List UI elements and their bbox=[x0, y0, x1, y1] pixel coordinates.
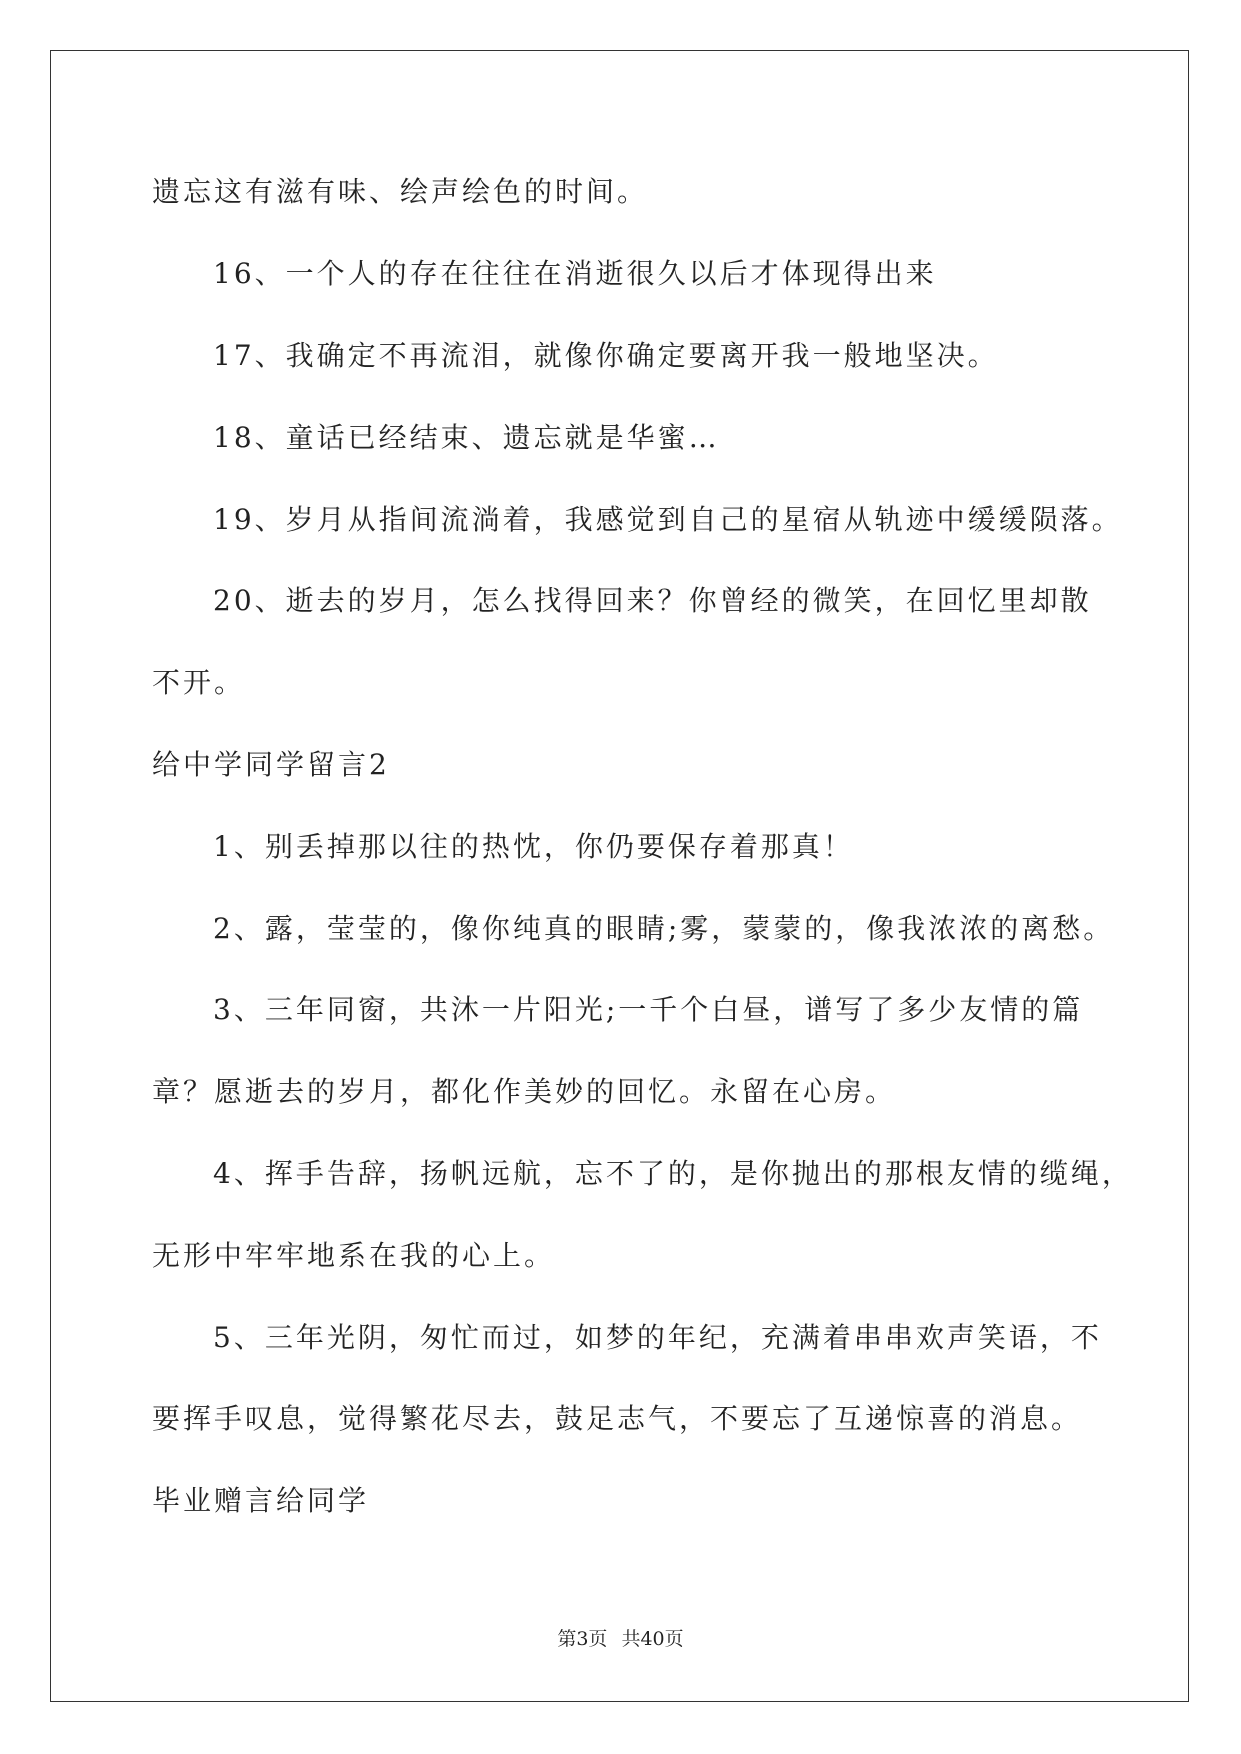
text-line: 3、三年同窗，共沐一片阳光;一千个白昼，谱写了多少友情的篇 bbox=[213, 993, 1084, 1026]
text-line: 章？愿逝去的岁月，都化作美妙的回忆。永留在心房。 bbox=[152, 1075, 897, 1108]
text-line: 18、童话已经结束、遗忘就是华蜜… bbox=[213, 421, 720, 454]
text-line: 遗忘这有滋有味、绘声绘色的时间。 bbox=[152, 175, 649, 208]
current-page-number: 第3页 bbox=[557, 1628, 608, 1650]
page-footer bbox=[0, 1627, 1241, 1651]
total-pages: 共40页 bbox=[621, 1628, 684, 1650]
text-line: 1、别丢掉那以往的热忱，你仍要保存着那真！ bbox=[213, 830, 854, 863]
text-line: 19、岁月从指间流淌着，我感觉到自己的星宿从轨迹中缓缓陨落。 bbox=[213, 503, 1123, 536]
text-line: 4、挥手告辞，扬帆远航，忘不了的，是你抛出的那根友情的缆绳， bbox=[213, 1157, 1133, 1190]
page-border bbox=[50, 50, 1189, 1702]
text-line: 2、露，莹莹的，像你纯真的眼睛;雾，蒙蒙的，像我浓浓的离愁。 bbox=[213, 912, 1115, 945]
text-line: 要挥手叹息，觉得繁花尽去，鼓足志气，不要忘了互递惊喜的消息。 bbox=[152, 1402, 1083, 1435]
section-heading: 毕业赠言给同学 bbox=[152, 1484, 370, 1517]
text-line: 无形中牢牢地系在我的心上。 bbox=[152, 1239, 556, 1272]
text-line: 5、三年光阴，匆忙而过，如梦的年纪，充满着串串欢声笑语，不 bbox=[213, 1321, 1102, 1354]
section-heading: 给中学同学留言2 bbox=[152, 748, 390, 781]
text-line: 不开。 bbox=[152, 666, 246, 699]
text-line: 17、我确定不再流泪，就像你确定要离开我一般地坚决。 bbox=[213, 339, 999, 372]
text-line: 16、一个人的存在往往在消逝很久以后才体现得出来 bbox=[213, 257, 937, 290]
text-line: 20、逝去的岁月，怎么找得回来？你曾经的微笑，在回忆里却散 bbox=[213, 584, 1092, 617]
